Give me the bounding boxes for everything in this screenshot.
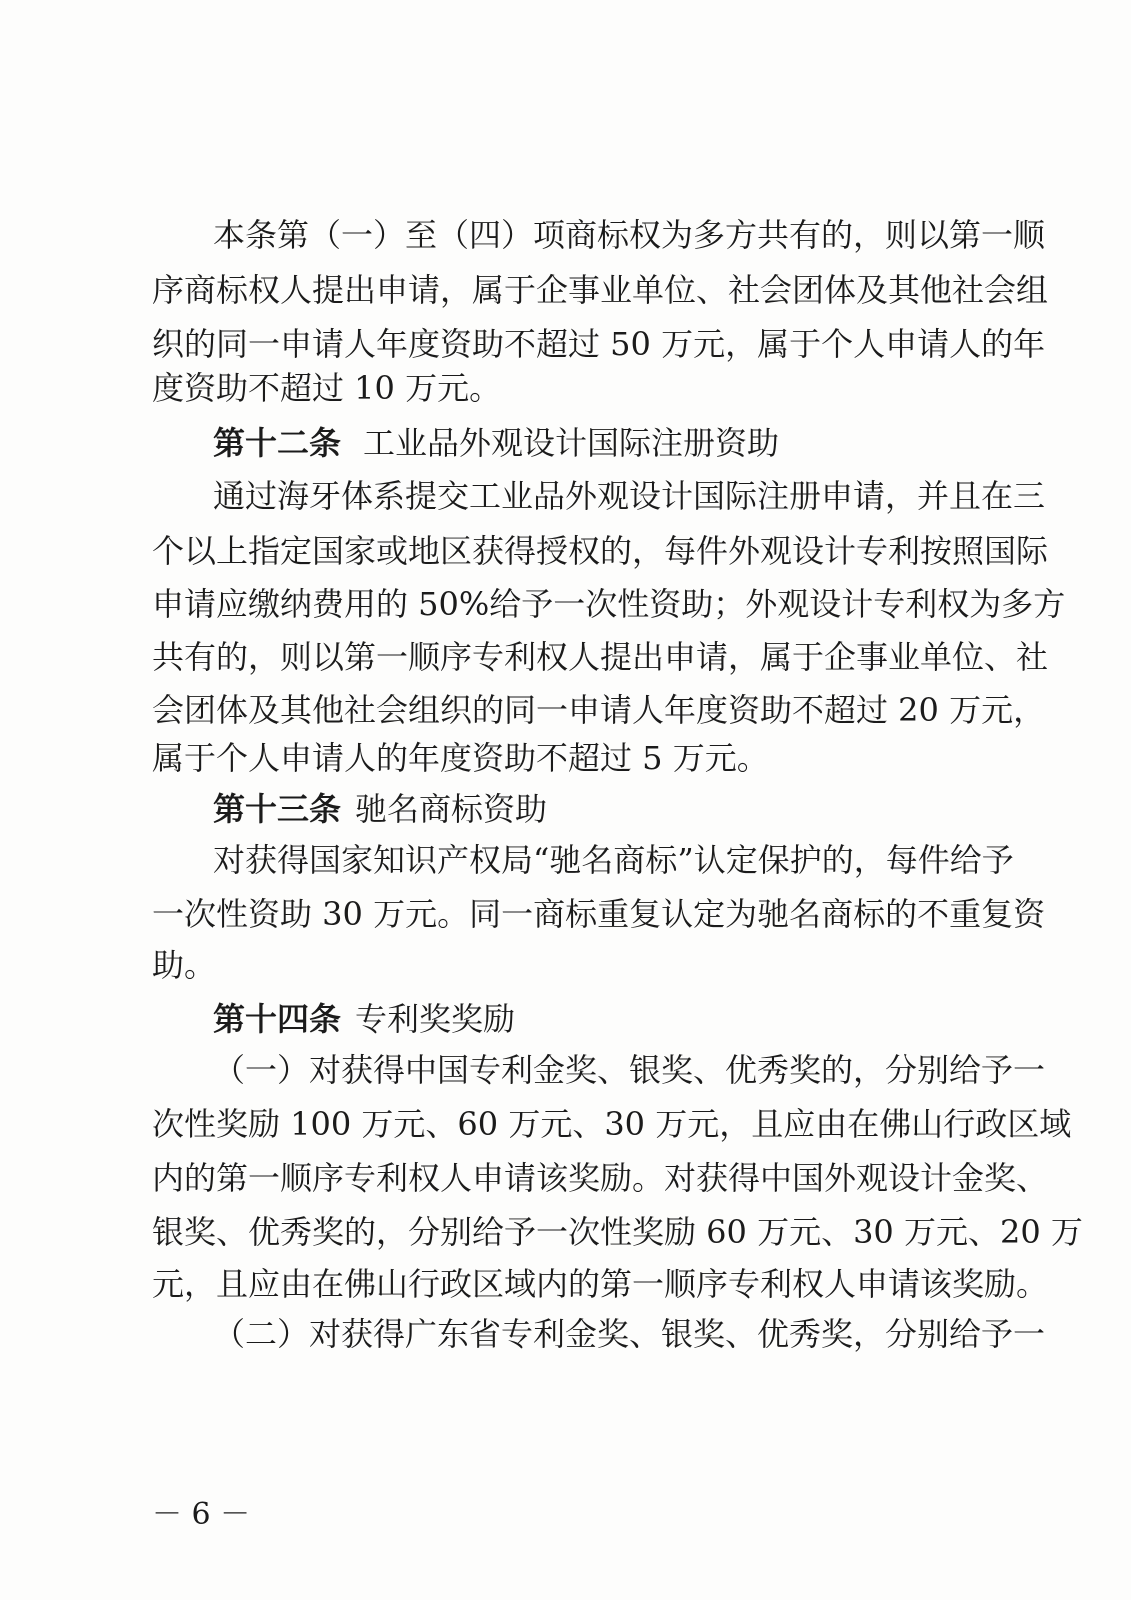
page-number: － 6 － [152,1497,251,1532]
paragraph-line: 属于个人申请人的年度资助不超过 5 万元。 [152,739,769,777]
article-14-title: 专利奖奖励 [355,1000,516,1038]
article-12-heading [213,423,983,463]
paragraph-line: （二）对获得广东省专利金奖、银奖、优秀奖，分别给予一 [213,1315,1046,1353]
article-14-label: 第十四条 [213,1000,342,1038]
paragraph-line: 元，且应由在佛山行政区域内的第一顺序专利权人申请该奖励。 [152,1265,1049,1303]
paragraph-line: 会团体及其他社会组织的同一申请人年度资助不超过 20 万元， [152,691,1046,729]
paragraph-line: （一）对获得中国专利金奖、银奖、优秀奖的，分别给予一 [213,1051,1046,1089]
paragraph-line: 个以上指定国家或地区获得授权的，每件外观设计专利按照国际 [152,532,1049,570]
article-13-label: 第十三条 [213,790,342,828]
article-12-label: 第十二条 [213,424,342,462]
paragraph-line: 本条第（一）至（四）项商标权为多方共有的，则以第一顺 [213,216,1046,254]
paragraph-line: 对获得国家知识产权局“驰名商标”认定保护的，每件给予 [213,841,1014,879]
paragraph-line: 银奖、优秀奖的，分别给予一次性奖励 60 万元、30 万元、20 万 [152,1213,1083,1251]
paragraph-line: 织的同一申请人年度资助不超过 50 万元，属于个人申请人的年 [152,325,1046,363]
article-13-heading [213,789,983,829]
paragraph-line: 一次性资助 30 万元。同一商标重复认定为驰名商标的不重复资 [152,895,1046,933]
paragraph-line: 序商标权人提出申请，属于企事业单位、社会团体及其他社会组 [152,271,1049,309]
paragraph-line: 内的第一顺序专利权人申请该奖励。对获得中国外观设计金奖、 [152,1159,1049,1197]
paragraph-line: 度资助不超过 10 万元。 [152,369,502,407]
paragraph-line: 共有的，则以第一顺序专利权人提出申请，属于企事业单位、社 [152,638,1049,676]
paragraph-line: 助。 [152,946,217,984]
paragraph-line: 申请应缴纳费用的 50%给予一次性资助；外观设计专利权为多方 [152,585,1066,623]
paragraph-line: 次性奖励 100 万元、60 万元、30 万元，且应由在佛山行政区域 [152,1105,1072,1143]
article-13-title: 驰名商标资助 [355,790,548,828]
article-12-title: 工业品外观设计国际注册资助 [363,424,780,462]
article-14-heading [213,999,983,1039]
paragraph-line: 通过海牙体系提交工业品外观设计国际注册申请，并且在三 [213,477,1046,515]
